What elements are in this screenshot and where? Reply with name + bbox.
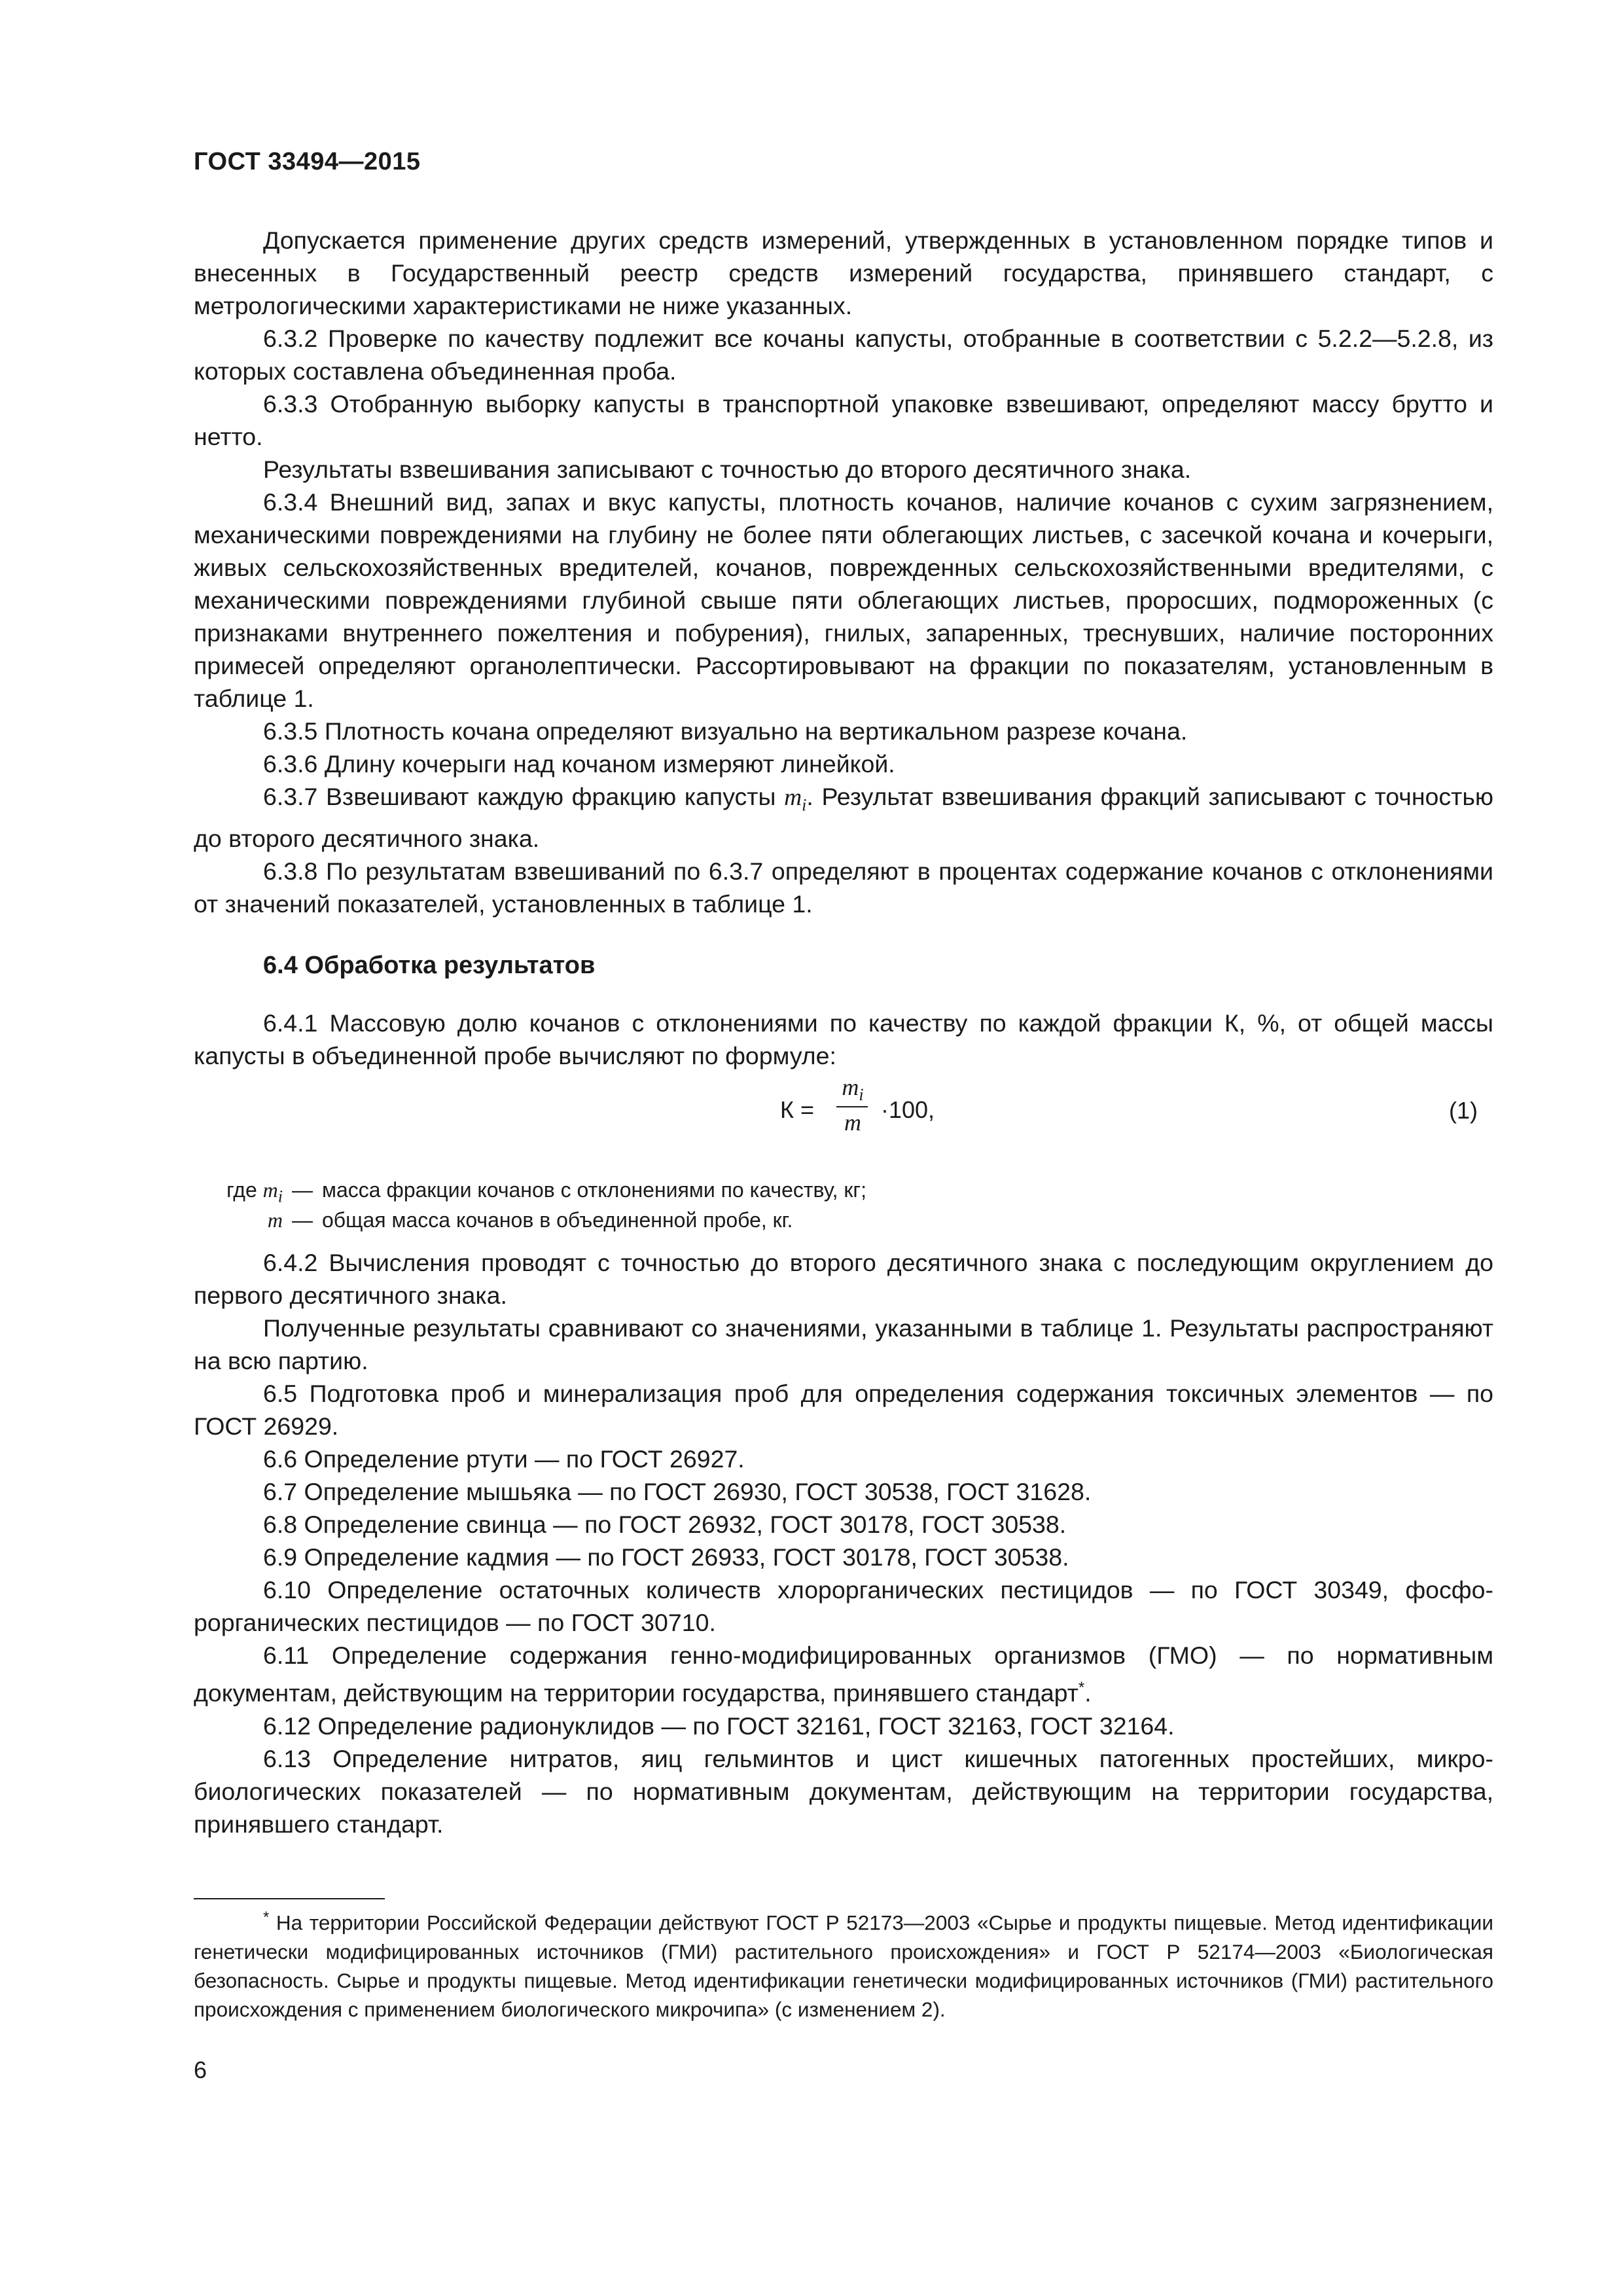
paragraph: 6.10 Определение остаточных количеств хлорорганических пестицидов — по ГОСТ 30349, фосфорорганических пестицидов — по ГОСТ 30710. xyxy=(194,1576,1493,1636)
p637-after: . Результат взвешивания фракций записывают с точностью до второго десятичного знака. xyxy=(194,783,1493,852)
footnote-ref[interactable]: * xyxy=(1078,1679,1085,1696)
paragraph: Полученные результаты сравнивают со значениями, указанными в таблице 1. Результаты распространяют на всю партию. xyxy=(194,1314,1493,1374)
formula-lhs: К = xyxy=(780,1096,814,1123)
paragraph: 6.12 Определение радионуклидов — по ГОСТ 32161, ГОСТ 32163, ГОСТ 32164. xyxy=(263,1712,1175,1740)
footnote-text: На территории Российской Федерации действуют ГОСТ Р 52173—2003 «Сырье и продукты пищевые. Метод идентификации генетически модифицированных источников (ГМИ) растительного происхождения» и ГОСТ Р 52174—2003 «Биологическая безопасность. Сырье и продукты пищевые. Метод идентификации генетически модифицированных источников (ГМИ) растительного происхождения с применением биологического микрочипа» (с изменением 2). xyxy=(194,1910,1493,2021)
paragraph: 6.6 Определение ртути — по ГОСТ 26927. xyxy=(263,1445,745,1473)
footnote-divider xyxy=(194,1898,385,1899)
formula-numerator: $m_i$ xyxy=(842,1074,864,1105)
section-heading: 6.4 Обработка результатов xyxy=(263,951,596,979)
paragraph: 6.3.3 Отобранную выборку капусты в транспортной упаковке взвешивают, определяют массу брутто и нетто. xyxy=(194,390,1493,450)
paragraph: 6.7 Определение мышьяка — по ГОСТ 26930, ГОСТ 30538, ГОСТ 31628. xyxy=(263,1478,1092,1505)
paragraph: Допускается применение других средств измерений, утвержденных в установленном порядке типов и внесенных в Государственный реестр средств измерений государства, принявшего стандарт, с метрологическими характеристиками не ниже указанных. xyxy=(194,226,1493,319)
p637-before: 6.3.7 Взвешивают каждую фракцию капусты xyxy=(263,783,785,810)
where-item: где $m_i$ — масса фракции кочанов с отклонениями по качеству, кг; xyxy=(226,1178,866,1206)
fraction-bar xyxy=(836,1106,868,1107)
paragraph: 6.9 Определение кадмия — по ГОСТ 26933, ГОСТ 30178, ГОСТ 30538. xyxy=(263,1543,1069,1571)
footnote-mark: * xyxy=(263,1909,270,1926)
paragraph: 6.3.5 Плотность кочана определяют визуально на вертикальном разрезе кочана. xyxy=(263,717,1188,745)
p637-sub: i xyxy=(802,795,807,815)
paragraph-6-3-7 xyxy=(194,780,1493,855)
paragraph: 6.13 Определение нитратов, яиц гельминтов и цист кишечных патогенных простейших, микробиологических показателей — по нормативным документам, действующим на территории государства, принявшего стандарт. xyxy=(194,1744,1493,1838)
paragraph: 6.8 Определение свинца — по ГОСТ 26932, ГОСТ 30178, ГОСТ 30538. xyxy=(263,1511,1067,1538)
footnote xyxy=(194,1903,1493,2024)
paragraph: 6.3.2 Проверке по качеству подлежит все кочаны капусты, отобранные в соответствии с 5.2.2—5.2.8, из которых составлена объединенная проба. xyxy=(194,325,1493,385)
where-item: m — общая масса кочанов в объединенной пробе, кг. xyxy=(267,1208,793,1232)
document-header: ГОСТ 33494—2015 xyxy=(194,148,421,175)
paragraph-6-11: 6.11 Определение содержания генно-модифицированных организмов (ГМО) — по нормативным документам, действующим на территории государства, принявшего стандарт*. xyxy=(194,1641,1493,1707)
paragraph: 6.4.2 Вычисления проводят с точностью до второго десятичного знака с последующим округлением до первого десятичного знака. xyxy=(194,1249,1493,1309)
paragraph: 6.3.6 Длину кочерыги над кочаном измеряют линейкой. xyxy=(263,750,895,778)
formula-denominator: m xyxy=(844,1109,861,1136)
page-number: 6 xyxy=(194,2056,207,2083)
paragraph: Результаты взвешивания записывают с точностью до второго десятичного знака. xyxy=(263,456,1192,483)
formula-rest: ·100, xyxy=(881,1096,935,1123)
paragraph: 6.4.1 Массовую долю кочанов с отклонениями по качеству по каждой фракции К, %, от общей массы капусты в объединенной пробе вычисляют по формуле: xyxy=(194,1009,1493,1069)
body-top xyxy=(194,224,1493,1072)
paragraph: 6.3.4 Внешний вид, запах и вкус капусты, плотность кочанов, наличие кочанов с сухим загрязнением, механическими повреждениями на глубину не более пяти облегающих листьев, с засечкой кочана и кочерыги, живых сельскохозяйственных вредителей, кочанов, поврежденных сельскохозяйственными вредителями, с механическими повреждениями глубиной свыше пяти облегающих листьев, проросших, подмороженных (с признаками внутреннего пожелтения и побурения), гнилых, запаренных, треснувших, наличие посторонних примесей определяют органолептически. Рассортировывают на фракции по показателям, установленным в таблице 1. xyxy=(194,488,1493,712)
p637-var: m xyxy=(784,784,802,811)
formula-number: (1) xyxy=(1449,1097,1478,1124)
paragraph: 6.5 Подготовка проб и минерализация проб для определения содержания токсичных элементов — по ГОСТ 26929. xyxy=(194,1380,1493,1440)
paragraph: 6.3.8 По результатам взвешиваний по 6.3.7 определяют в процентах содержание кочанов с отклонениями от значений показателей, установленных в таблице 1. xyxy=(194,857,1493,918)
body-bottom xyxy=(194,1246,1493,1840)
